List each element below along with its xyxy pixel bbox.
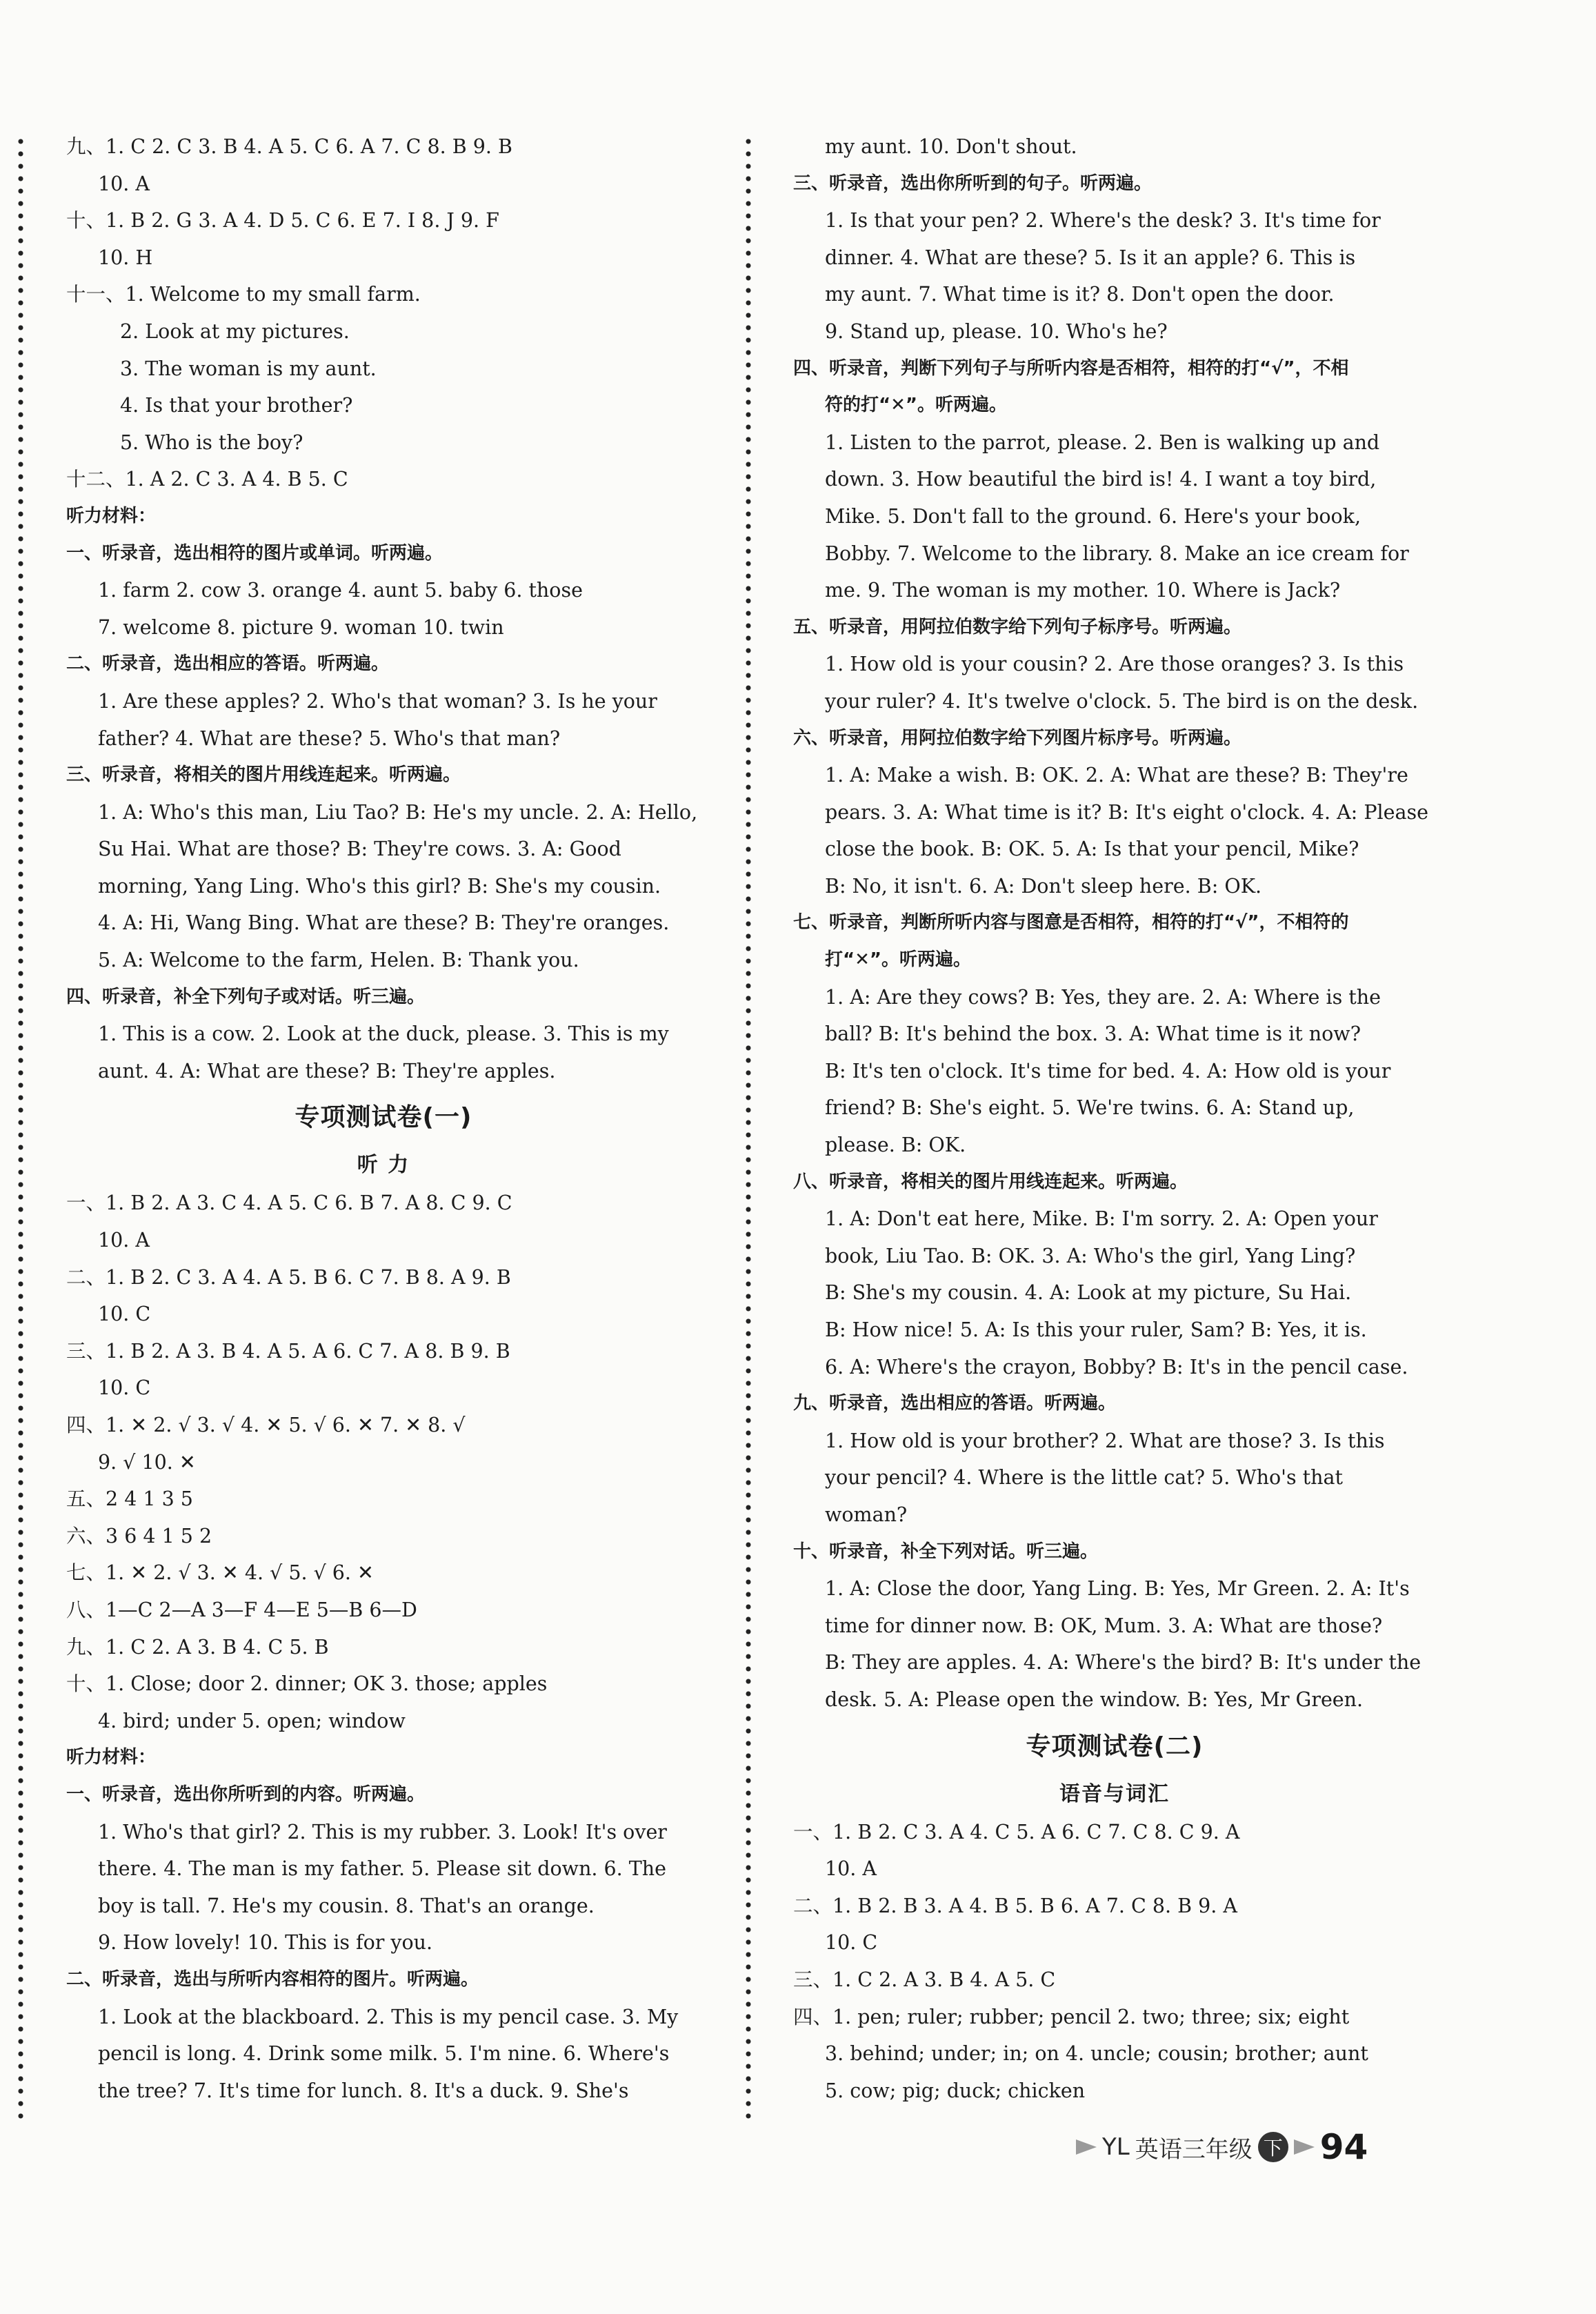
answer-line: B: No, it isn't. 6. A: Don't sleep here. B: OK. [825, 874, 1262, 898]
footer-code: YL [1102, 2133, 1130, 2161]
answer-line: 9. Stand up, please. 10. Who's he? [825, 319, 1168, 343]
section-subtitle: 语音与词汇 [1059, 1781, 1170, 1806]
answer-line: ball? B: It's behind the box. 3. A: What time is it now? [825, 1022, 1361, 1046]
answer-line: 10. A [98, 1229, 150, 1252]
section-heading: 四、听录音，补全下列句子或对话。听三遍。 [66, 986, 426, 1007]
answer-line: 9. How lovely! 10. This is for you. [98, 1931, 433, 1955]
answer-line: 10. C [98, 1376, 151, 1400]
answer-line: 十一、1. Welcome to my small farm. [66, 283, 421, 306]
section-heading: 九、听录音，选出相应的答语。听两遍。 [793, 1393, 1117, 1414]
answer-line: 七、1. ✕ 2. √ 3. ✕ 4. √ 5. √ 6. ✕ [66, 1561, 374, 1585]
answer-line: 1. How old is your cousin? 2. Are those oranges? 3. Is this [825, 653, 1404, 676]
answer-line: 十、1. Close; door 2. dinner; OK 3. those; apples [66, 1672, 548, 1696]
answer-line: 7. welcome 8. picture 9. woman 10. twin [98, 615, 504, 639]
answer-line: 二、1. B 2. B 3. A 4. B 5. B 6. A 7. C 8. B 9. A [793, 1894, 1238, 1917]
section-heading: 五、听录音，用阿拉伯数字给下列句子标序号。听两遍。 [793, 616, 1242, 637]
answer-line: 6. A: Where's the crayon, Bobby? B: It's in the pencil case. [825, 1355, 1408, 1378]
answer-line: desk. 5. A: Please open the window. B: Yes, Mr Green. [825, 1688, 1364, 1711]
answer-line: B: They are apples. 4. A: Where's the bird? B: It's under the [825, 1651, 1422, 1674]
answer-line: 4. Is that your brother? [120, 394, 353, 417]
section-heading: 符的打“✕”。听两遍。 [825, 395, 1007, 416]
section-heading: 二、听录音，选出相应的答语。听两遍。 [66, 653, 390, 675]
answer-line: 1. A: Make a wish. B: OK. 2. A: What are these? B: They're [825, 764, 1408, 787]
section-heading: 六、听录音，用阿拉伯数字给下列图片标序号。听两遍。 [793, 727, 1242, 749]
answer-line: 1. A: Who's this man, Liu Tao? B: He's my uncle. 2. A: Hello, [98, 800, 698, 824]
answer-line: 三、1. B 2. A 3. B 4. A 5. A 6. C 7. A 8. B 9. B [66, 1339, 510, 1363]
footer-volume-badge: 下 [1258, 2132, 1288, 2162]
answer-line: 九、1. C 2. C 3. B 4. A 5. C 6. A 7. C 8. B 9. B [66, 135, 512, 158]
answer-line: dinner. 4. What are these? 5. Is it an apple? 6. This is [825, 246, 1356, 269]
answer-line: aunt. 4. A: What are these? B: They're apples. [98, 1059, 556, 1082]
section-heading: 打“✕”。听两遍。 [825, 949, 971, 971]
section-heading: 七、听录音，判断所听内容与图意是否相符，相符的打“√”，不相符的 [793, 912, 1349, 933]
answer-line: 四、1. pen; ruler; rubber; pencil 2. two; three; six; eight [793, 2005, 1350, 2028]
section-heading: 三、听录音，选出你所听到的句子。听两遍。 [793, 172, 1153, 194]
answer-line: there. 4. The man is my father. 5. Please sit down. 6. The [98, 1857, 667, 1881]
answer-line: my aunt. 7. What time is it? 8. Don't open the door. [825, 283, 1335, 306]
answer-line: boy is tall. 7. He's my cousin. 8. That's an orange. [98, 1894, 595, 1917]
page-footer [1076, 2125, 1368, 2169]
answer-line: time for dinner now. B: OK, Mum. 3. A: What are those? [825, 1614, 1383, 1637]
answer-line: me. 9. The woman is my mother. 10. Where is Jack? [825, 579, 1341, 602]
answer-line: 十、1. B 2. G 3. A 4. D 5. C 6. E 7. I 8. J 9. F [66, 209, 499, 233]
answer-line: 5. A: Welcome to the farm, Helen. B: Thank you. [98, 949, 579, 972]
answer-line: 9. √ 10. ✕ [98, 1450, 196, 1474]
answer-line: Mike. 5. Don't fall to the ground. 6. Here's your book, [825, 504, 1361, 528]
answer-line: morning, Yang Ling. Who's this girl? B: She's my cousin. [98, 874, 661, 898]
section-heading: 一、听录音，选出你所听到的内容。听两遍。 [66, 1783, 426, 1805]
section-heading: 听力材料： [66, 1747, 157, 1768]
section-title: 专项测试卷(二) [1026, 1732, 1204, 1761]
answer-line: 2. Look at my pictures. [120, 319, 350, 343]
answer-line: B: It's ten o'clock. It's time for bed. 4. A: How old is your [825, 1059, 1391, 1082]
answer-line: 4. A: Hi, Wang Bing. What are these? B: They're oranges. [98, 911, 670, 935]
center-dotted-divider [745, 135, 752, 2122]
left-dotted-border [17, 135, 24, 2122]
arrow-icon [1294, 2139, 1315, 2155]
answer-line: 10. H [98, 246, 153, 269]
answer-line: 3. The woman is my aunt. [120, 357, 377, 380]
answer-line: woman? [825, 1503, 908, 1526]
answer-line: my aunt. 10. Don't shout. [825, 135, 1077, 158]
section-heading: 听力材料： [66, 505, 157, 526]
answer-line: 1. A: Close the door, Yang Ling. B: Yes, Mr Green. 2. A: It's [825, 1577, 1410, 1601]
answer-line: pears. 3. A: What time is it? B: It's eight o'clock. 4. A: Please [825, 800, 1428, 824]
answer-line: please. B: OK. [825, 1134, 966, 1157]
answer-line: down. 3. How beautiful the bird is! 4. I want a toy bird, [825, 468, 1377, 491]
answer-line: 3. behind; under; in; on 4. uncle; cousin; brother; aunt [825, 2042, 1368, 2066]
section-heading: 八、听录音，将相关的图片用线连起来。听两遍。 [793, 1171, 1188, 1192]
answer-line: 五、2 4 1 3 5 [66, 1487, 193, 1511]
answer-line: 二、1. B 2. C 3. A 4. A 5. B 6. C 7. B 8. A 9. B [66, 1265, 511, 1289]
answer-line: Su Hai. What are those? B: They're cows. 3. A: Good [98, 838, 621, 861]
answer-line: your ruler? 4. It's twelve o'clock. 5. The bird is on the desk. [825, 689, 1419, 713]
answer-line: the tree? 7. It's time for lunch. 8. It's a duck. 9. She's [98, 2079, 629, 2102]
answer-line: 1. Who's that girl? 2. This is my rubber. 3. Look! It's over [98, 1820, 667, 1843]
section-heading: 四、听录音，判断下列句子与所听内容是否相符，相符的打“√”，不相 [793, 357, 1349, 379]
footer-subject: 英语三年级 [1135, 2135, 1253, 2164]
answer-line: 1. Are these apples? 2. Who's that woman? 3. Is he your [98, 689, 657, 713]
right-column [793, 128, 1436, 2109]
answer-line: 八、1—C 2—A 3—F 4—E 5—B 6—D [66, 1598, 417, 1621]
answer-line: B: She's my cousin. 4. A: Look at my picture, Su Hai. [825, 1281, 1352, 1305]
left-column [66, 128, 701, 2109]
answer-line: friend? B: She's eight. 5. We're twins. 6. A: Stand up, [825, 1096, 1355, 1120]
answer-line: 六、3 6 4 1 5 2 [66, 1524, 212, 1547]
section-subtitle: 听 力 [357, 1153, 410, 1178]
answer-line: 5. cow; pig; duck; chicken [825, 2079, 1086, 2102]
answer-line: book, Liu Tao. B: OK. 3. A: Who's the girl, Yang Ling? [825, 1244, 1356, 1267]
answer-line: 一、1. B 2. C 3. A 4. C 5. A 6. C 7. C 8. C 9. A [793, 1820, 1240, 1843]
answer-line: 4. bird; under 5. open; window [98, 1709, 406, 1732]
answer-line: 1. Listen to the parrot, please. 2. Ben is walking up and [825, 431, 1380, 454]
answer-line: 10. C [825, 1931, 878, 1955]
section-heading: 三、听录音，将相关的图片用线连起来。听两遍。 [66, 764, 461, 786]
answer-line: B: How nice! 5. A: Is this your ruler, Sam? B: Yes, it is. [825, 1318, 1367, 1341]
section-title: 专项测试卷(一) [295, 1103, 472, 1132]
answer-line: 1. Is that your pen? 2. Where's the desk? 3. It's time for [825, 209, 1381, 233]
section-heading: 十、听录音，补全下列对话。听三遍。 [793, 1541, 1099, 1562]
answer-line: father? 4. What are these? 5. Who's that man? [98, 726, 561, 750]
section-heading: 二、听录音，选出与所听内容相符的图片。听两遍。 [66, 1968, 479, 1990]
answer-line: 10. A [825, 1857, 877, 1881]
answer-line: 一、1. B 2. A 3. C 4. A 5. C 6. B 7. A 8. C 9. C [66, 1191, 512, 1215]
answer-line: 1. This is a cow. 2. Look at the duck, please. 3. This is my [98, 1022, 669, 1046]
answer-line: 10. A [98, 172, 150, 195]
answer-line: 5. Who is the boy? [120, 431, 303, 454]
answer-line: your pencil? 4. Where is the little cat? 5. Who's that [825, 1466, 1343, 1490]
answer-line: 1. A: Are they cows? B: Yes, they are. 2. A: Where is the [825, 985, 1381, 1009]
answer-line: 十二、1. A 2. C 3. A 4. B 5. C [66, 468, 348, 491]
answer-line: 1. Look at the blackboard. 2. This is my pencil case. 3. My [98, 2005, 679, 2028]
answer-line: pencil is long. 4. Drink some milk. 5. I'm nine. 6. Where's [98, 2042, 670, 2066]
page-number: 94 [1319, 2127, 1368, 2167]
answer-line: 1. A: Don't eat here, Mike. B: I'm sorry. 2. A: Open your [825, 1207, 1378, 1231]
answer-line: close the book. B: OK. 5. A: Is that your pencil, Mike? [825, 838, 1359, 861]
answer-line: 九、1. C 2. A 3. B 4. C 5. B [66, 1635, 329, 1659]
arrow-icon [1076, 2139, 1097, 2155]
answer-line: Bobby. 7. Welcome to the library. 8. Make an ice cream for [825, 542, 1409, 565]
answer-line: 1. How old is your brother? 2. What are those? 3. Is this [825, 1429, 1385, 1452]
section-heading: 一、听录音，选出相符的图片或单词。听两遍。 [66, 542, 443, 564]
answer-line: 四、1. ✕ 2. √ 3. √ 4. ✕ 5. √ 6. ✕ 7. ✕ 8. √ [66, 1414, 466, 1436]
answer-line: 三、1. C 2. A 3. B 4. A 5. C [793, 1968, 1056, 1991]
answer-line: 1. farm 2. cow 3. orange 4. aunt 5. baby 6. those [98, 579, 583, 602]
answer-line: 10. C [98, 1303, 151, 1326]
